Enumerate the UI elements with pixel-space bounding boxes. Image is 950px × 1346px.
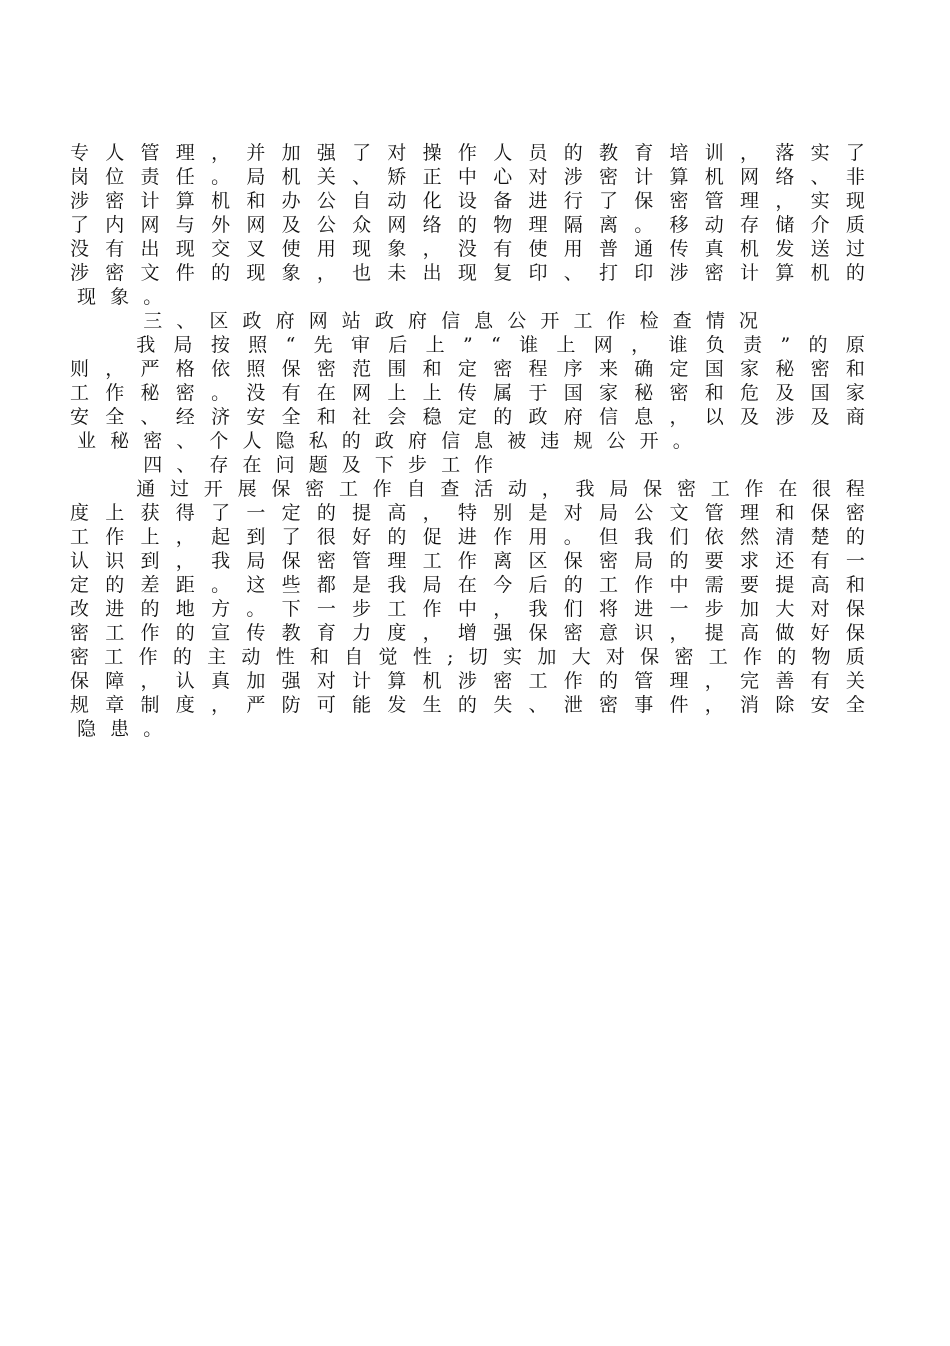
text-line: 专 人 管 理 ， 并 加 强 了 对 操 作 人 员 的 教 育 培 训 ， 落 实 了	[70, 142, 865, 164]
document-body	[70, 141, 865, 741]
text-line: 则 ， 严 格 依 照 保 密 范 围 和 定 密 程 序 来 确 定 国 家 秘 密 和	[70, 358, 865, 380]
text-line: 隐 患 。	[77, 718, 163, 740]
text-line: 度 上 获 得 了 一 定 的 提 高 ， 特 别 是 对 局 公 文 管 理 和 保 密	[70, 502, 865, 524]
text-line: 涉 密 文 件 的 现 象 ， 也 未 出 现 复 印 、 打 印 涉 密 计 算 机 的	[70, 262, 865, 284]
text-line: 我 局 按 照 “ 先 审 后 上 ” “ 谁 上 网 ， 谁 负 责 ” 的 原	[136, 334, 865, 356]
text-line: 现 象 。	[77, 286, 163, 308]
text-line: 涉 密 计 算 机 和 办 公 自 动 化 设 备 进 行 了 保 密 管 理 ， 实 现	[70, 190, 865, 212]
text-line: 认 识 到 ， 我 局 保 密 管 理 工 作 离 区 保 密 局 的 要 求 还 有 一	[70, 550, 865, 572]
text-line: 三 、 区 政 府 网 站 政 府 信 息 公 开 工 作 检 查 情 况	[143, 310, 758, 332]
text-line: 密 工 作 的 宣 传 教 育 力 度 ， 增 强 保 密 意 识 ， 提 高 做 好 保	[70, 622, 865, 644]
text-line: 岗 位 责 任 。 局 机 关 、 矫 正 中 心 对 涉 密 计 算 机 网 络 、 非	[70, 166, 865, 188]
text-line: 没 有 出 现 交 叉 使 用 现 象 ， 没 有 使 用 普 通 传 真 机 发 送 过	[70, 238, 865, 260]
text-line: 定 的 差 距 。 这 些 都 是 我 局 在 今 后 的 工 作 中 需 要 提 高 和	[70, 574, 865, 596]
text-line: 通 过 开 展 保 密 工 作 自 查 活 动 ， 我 局 保 密 工 作 在 很 程	[136, 478, 865, 500]
text-line: 规 章 制 度 ， 严 防 可 能 发 生 的 失 、 泄 密 事 件 ， 消 除 安 全	[70, 694, 865, 716]
text-line: 保 障 ， 认 真 加 强 对 计 算 机 涉 密 工 作 的 管 理 ， 完 善 有 关	[70, 670, 865, 692]
text-line: 四 、 存 在 问 题 及 下 步 工 作	[143, 454, 494, 476]
text-line: 工 作 秘 密 。 没 有 在 网 上 上 传 属 于 国 家 秘 密 和 危 及 国 家	[70, 382, 865, 404]
text-line: 了 内 网 与 外 网 及 公 众 网 络 的 物 理 隔 离 。 移 动 存 储 介 质	[70, 214, 865, 236]
text-line: 业 秘 密 、 个 人 隐 私 的 政 府 信 息 被 违 规 公 开 。	[77, 430, 692, 452]
text-line: 工 作 上 ， 起 到 了 很 好 的 促 进 作 用 。 但 我 们 依 然 清 楚 的	[70, 526, 865, 548]
text-line: 密 工 作 的 主 动 性 和 自 觉 性 ; 切 实 加 大 对 保 密 工 作 的 物 质	[70, 646, 865, 668]
text-line: 安 全 、 经 济 安 全 和 社 会 稳 定 的 政 府 信 息 ， 以 及 涉 及 商	[70, 406, 865, 428]
text-line: 改 进 的 地 方 。 下 一 步 工 作 中 ， 我 们 将 进 一 步 加 大 对 保	[70, 598, 865, 620]
